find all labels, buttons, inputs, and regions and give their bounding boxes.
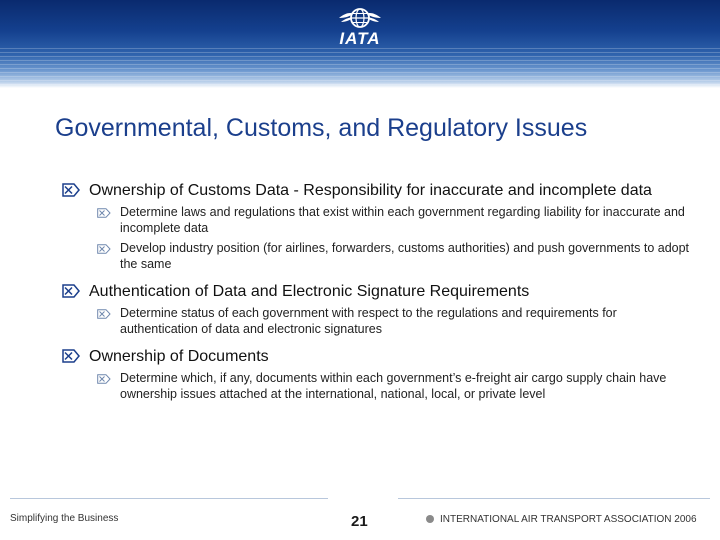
bullet-text: Ownership of Customs Data - Responsibility for inaccurate and incomplete data bbox=[89, 182, 652, 199]
logo-text: IATA bbox=[339, 29, 381, 48]
bullet-text: Ownership of Documents bbox=[89, 348, 269, 365]
sub-bullet-text: Develop industry position (for airlines, forwarders, customs authorities) and push governments to adopt the same bbox=[120, 241, 690, 271]
sub-bullet bbox=[62, 370, 692, 402]
footer-divider-right bbox=[398, 498, 710, 499]
bullet-dot-icon bbox=[426, 515, 434, 523]
iata-logo bbox=[330, 5, 390, 47]
sub-bullet-icon bbox=[97, 307, 111, 323]
header-stripes bbox=[0, 48, 720, 88]
sub-bullet-text: Determine laws and regulations that exist within each government regarding liability for inaccurate and incomplete data bbox=[120, 205, 685, 235]
sub-bullet bbox=[62, 240, 692, 272]
bullet-list bbox=[62, 180, 692, 402]
bullet-customs-data bbox=[62, 180, 692, 201]
sub-bullet-text: Determine status of each government with respect to the regulations and requirements for authentication of data and electronic signatures bbox=[120, 306, 617, 336]
bullet-icon bbox=[62, 182, 80, 203]
globe-wings-icon bbox=[337, 5, 383, 31]
sub-bullet-text: Determine which, if any, documents within each government’s e-freight air cargo supply chain have ownership issues attached at the international, national, local, or private level bbox=[120, 371, 667, 401]
sub-bullet-icon bbox=[97, 206, 111, 222]
bullet-icon bbox=[62, 283, 80, 304]
slide-title: Governmental, Customs, and Regulatory Issues bbox=[55, 114, 588, 142]
bullet-text: Authentication of Data and Electronic Signature Requirements bbox=[89, 283, 530, 300]
footer-copyright: INTERNATIONAL AIR TRANSPORT ASSOCIATION 2006 bbox=[440, 514, 697, 525]
bullet-icon bbox=[62, 348, 80, 369]
bullet-authentication bbox=[62, 281, 692, 302]
sub-bullet-icon bbox=[97, 242, 111, 258]
sub-bullet bbox=[62, 204, 692, 236]
page-number: 21 bbox=[351, 513, 368, 530]
footer-tagline: Simplifying the Business bbox=[10, 513, 119, 524]
footer-divider-left bbox=[10, 498, 328, 499]
header-banner bbox=[0, 0, 720, 88]
sub-bullet-icon bbox=[97, 372, 111, 388]
sub-bullet bbox=[62, 305, 692, 337]
bullet-ownership-documents bbox=[62, 346, 692, 367]
